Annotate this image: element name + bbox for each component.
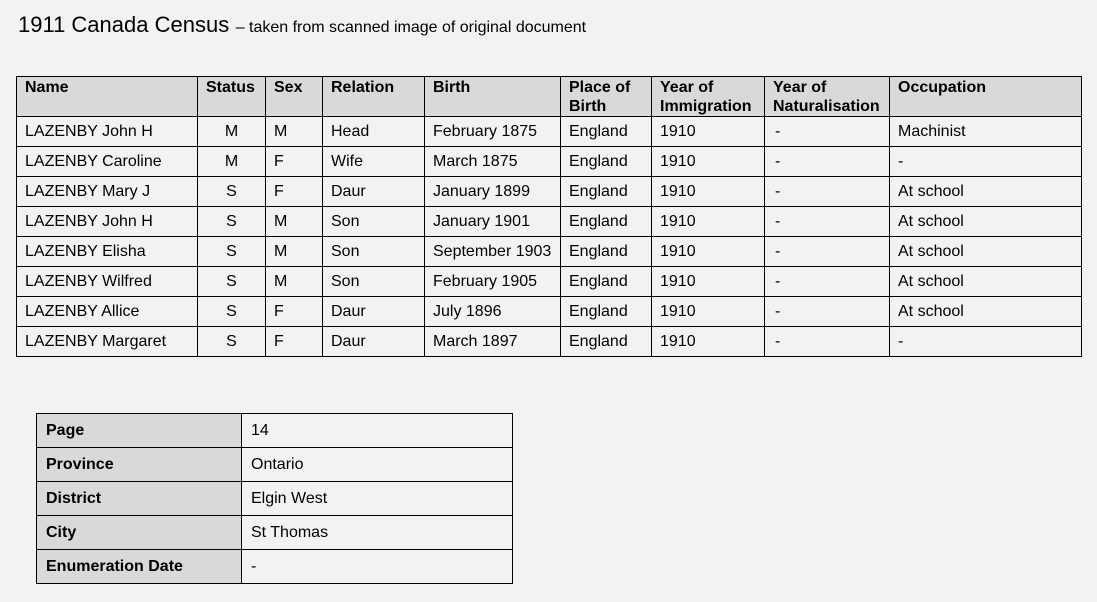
info-value: Ontario	[242, 448, 513, 482]
cell-birth: September 1903	[425, 237, 561, 267]
table-row	[17, 237, 1082, 267]
table-row	[17, 147, 1082, 177]
cell-sex: F	[266, 297, 323, 327]
cell-year-of-immigration: 1910	[652, 147, 765, 177]
column-header-occupation: Occupation	[890, 77, 1082, 117]
cell-status: S	[198, 267, 266, 297]
info-value: Elgin West	[242, 482, 513, 516]
census-header-row	[17, 77, 1082, 117]
column-header-status: Status	[198, 77, 266, 117]
info-row-district	[37, 482, 513, 516]
cell-status: S	[198, 297, 266, 327]
cell-name: LAZENBY Allice	[17, 297, 198, 327]
column-header-sex: Sex	[266, 77, 323, 117]
cell-year-of-naturalisation: -	[765, 117, 890, 147]
info-value: -	[242, 550, 513, 584]
cell-status: S	[198, 237, 266, 267]
cell-occupation: At school	[890, 177, 1082, 207]
census-subtitle: – taken from scanned image of original document	[235, 19, 587, 36]
cell-year-of-immigration: 1910	[652, 297, 765, 327]
cell-year-of-naturalisation: -	[765, 147, 890, 177]
cell-year-of-naturalisation: -	[765, 327, 890, 357]
cell-sex: M	[266, 117, 323, 147]
cell-status: S	[198, 327, 266, 357]
cell-place-of-birth: England	[561, 177, 652, 207]
column-header-relation: Relation	[323, 77, 425, 117]
table-row	[17, 327, 1082, 357]
cell-sex: F	[266, 147, 323, 177]
cell-name: LAZENBY Wilfred	[17, 267, 198, 297]
info-label: District	[37, 482, 242, 516]
cell-status: S	[198, 177, 266, 207]
cell-sex: M	[266, 207, 323, 237]
cell-relation: Son	[323, 207, 425, 237]
cell-birth: January 1901	[425, 207, 561, 237]
cell-name: LAZENBY Margaret	[17, 327, 198, 357]
cell-relation: Wife	[323, 147, 425, 177]
cell-relation: Daur	[323, 297, 425, 327]
cell-birth: March 1875	[425, 147, 561, 177]
cell-year-of-immigration: 1910	[652, 267, 765, 297]
cell-status: M	[198, 147, 266, 177]
info-label: Province	[37, 448, 242, 482]
column-header-place-of-birth: Place of Birth	[561, 77, 652, 117]
cell-occupation: At school	[890, 237, 1082, 267]
cell-occupation: -	[890, 327, 1082, 357]
cell-occupation: -	[890, 147, 1082, 177]
column-header-year-of-naturalisation: Year of Naturalisation	[765, 77, 890, 117]
info-label: Page	[37, 414, 242, 448]
info-row-city	[37, 516, 513, 550]
cell-sex: F	[266, 177, 323, 207]
page-title	[18, 12, 586, 38]
cell-status: M	[198, 117, 266, 147]
census-title: 1911 Canada Census	[18, 12, 230, 37]
table-row	[17, 207, 1082, 237]
cell-name: LAZENBY Caroline	[17, 147, 198, 177]
cell-year-of-naturalisation: -	[765, 237, 890, 267]
cell-relation: Head	[323, 117, 425, 147]
column-header-birth: Birth	[425, 77, 561, 117]
cell-year-of-naturalisation: -	[765, 207, 890, 237]
table-row	[17, 177, 1082, 207]
cell-birth: February 1875	[425, 117, 561, 147]
cell-occupation: At school	[890, 297, 1082, 327]
table-row	[17, 267, 1082, 297]
info-label: Enumeration Date	[37, 550, 242, 584]
cell-status: S	[198, 207, 266, 237]
column-header-name: Name	[17, 77, 198, 117]
column-header-year-of-immigration: Year of Immigration	[652, 77, 765, 117]
cell-year-of-naturalisation: -	[765, 267, 890, 297]
table-row	[17, 117, 1082, 147]
cell-place-of-birth: England	[561, 117, 652, 147]
cell-sex: M	[266, 267, 323, 297]
cell-year-of-immigration: 1910	[652, 237, 765, 267]
cell-place-of-birth: England	[561, 297, 652, 327]
cell-year-of-naturalisation: -	[765, 297, 890, 327]
cell-relation: Son	[323, 237, 425, 267]
cell-place-of-birth: England	[561, 327, 652, 357]
cell-name: LAZENBY John H	[17, 117, 198, 147]
cell-relation: Daur	[323, 177, 425, 207]
cell-birth: February 1905	[425, 267, 561, 297]
census-table	[16, 76, 1082, 357]
cell-place-of-birth: England	[561, 237, 652, 267]
info-row-page	[37, 414, 513, 448]
cell-birth: July 1896	[425, 297, 561, 327]
cell-birth: January 1899	[425, 177, 561, 207]
cell-sex: F	[266, 327, 323, 357]
info-row-enumeration-date	[37, 550, 513, 584]
cell-year-of-immigration: 1910	[652, 177, 765, 207]
cell-birth: March 1897	[425, 327, 561, 357]
cell-year-of-immigration: 1910	[652, 117, 765, 147]
cell-occupation: At school	[890, 267, 1082, 297]
cell-year-of-naturalisation: -	[765, 177, 890, 207]
cell-place-of-birth: England	[561, 267, 652, 297]
cell-year-of-immigration: 1910	[652, 327, 765, 357]
cell-relation: Daur	[323, 327, 425, 357]
cell-occupation: Machinist	[890, 117, 1082, 147]
record-info-table	[36, 413, 513, 584]
info-row-province	[37, 448, 513, 482]
cell-name: LAZENBY John H	[17, 207, 198, 237]
info-value: St Thomas	[242, 516, 513, 550]
table-row	[17, 297, 1082, 327]
info-value: 14	[242, 414, 513, 448]
cell-occupation: At school	[890, 207, 1082, 237]
cell-place-of-birth: England	[561, 207, 652, 237]
cell-name: LAZENBY Elisha	[17, 237, 198, 267]
cell-relation: Son	[323, 267, 425, 297]
cell-name: LAZENBY Mary J	[17, 177, 198, 207]
cell-place-of-birth: England	[561, 147, 652, 177]
info-label: City	[37, 516, 242, 550]
cell-year-of-immigration: 1910	[652, 207, 765, 237]
cell-sex: M	[266, 237, 323, 267]
